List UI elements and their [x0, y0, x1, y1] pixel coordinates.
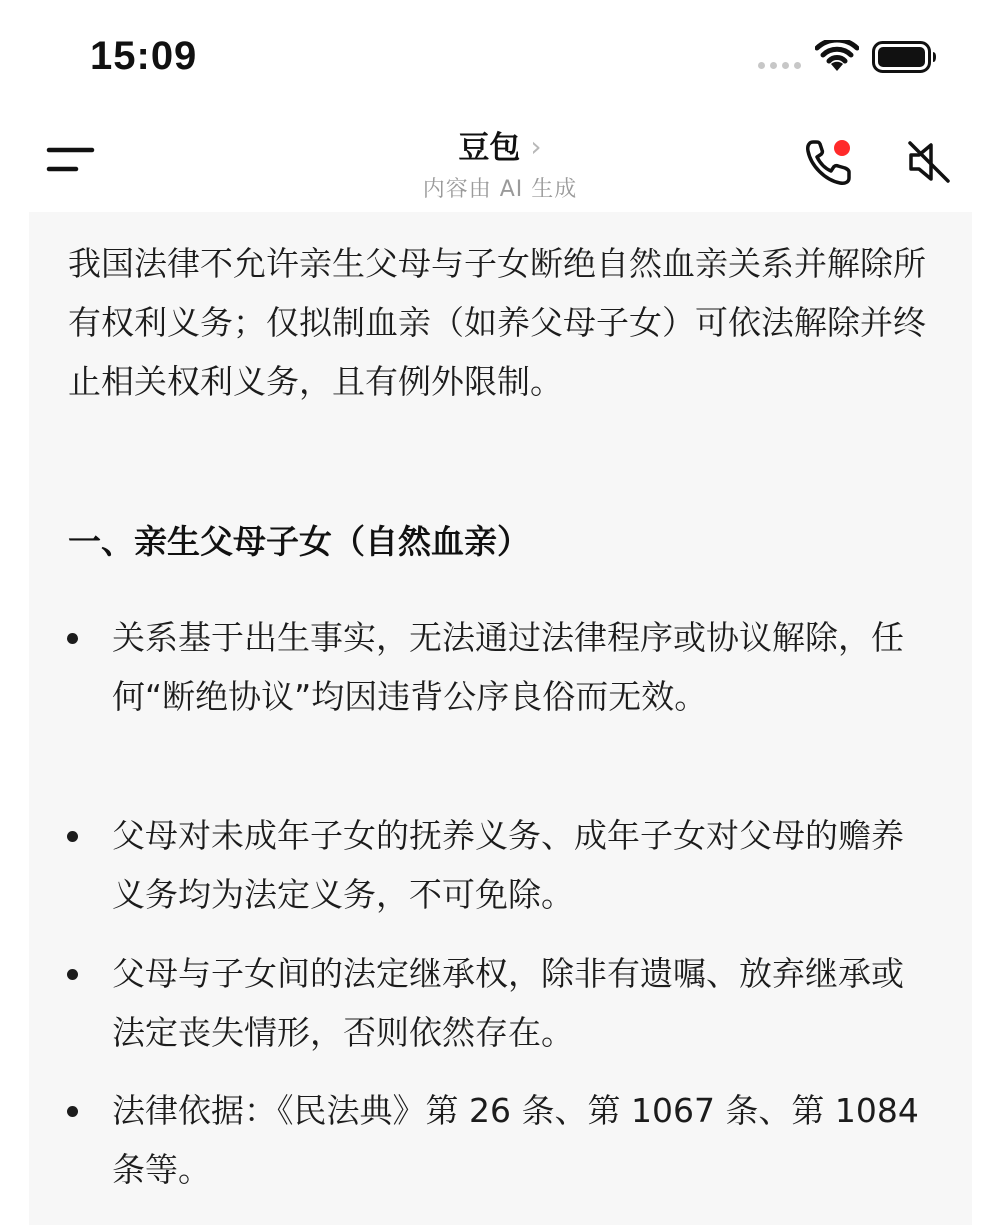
list-item [112, 806, 932, 924]
notification-dot [834, 140, 850, 156]
status-time: 15:09 [90, 34, 198, 78]
bullet-dot [67, 831, 78, 842]
list-item-text: 父母对未成年子女的抚养义务、成年子女对父母的赡养义务均为法定义务，不可免除。 [112, 816, 904, 914]
list-item [112, 944, 932, 1062]
ai-generated-notice: 内容由 AI 生成 [422, 177, 578, 202]
mute-icon[interactable] [905, 138, 953, 186]
page-title: 豆包 [458, 130, 521, 166]
list-item-text: 父母与子女间的法定继承权，除非有遗嘱、放弃继承或法定丧失情形，否则依然存在。 [112, 954, 904, 1052]
bullet-dot [67, 633, 78, 644]
intro-paragraph: 我国法律不允许亲生父母与子女断绝自然血亲关系并解除所有权利义务；仅拟制血亲（如养父母子女）可依法解除并终止相关权利义务，且有例外限制。 [68, 244, 926, 401]
chevron-right-icon: › [530, 130, 542, 163]
list-item-text: 法律依据：《民法典》第 26 条、第 1067 条、第 1084 条等。 [112, 1091, 919, 1189]
list-item [112, 608, 932, 726]
list-item-text: 关系基于出生事实，无法通过法律程序或协议解除，任何“断绝协议”均因违背公序良俗而无效。 [112, 618, 904, 716]
wifi-icon [815, 40, 859, 74]
section-heading: 一、亲生父母子女（自然血亲） [68, 522, 530, 561]
cellular-signal-icon [758, 62, 801, 69]
bullet-dot [67, 969, 78, 980]
bullet-dot [67, 1106, 78, 1117]
list-item [112, 1081, 932, 1199]
battery-icon [872, 41, 938, 73]
